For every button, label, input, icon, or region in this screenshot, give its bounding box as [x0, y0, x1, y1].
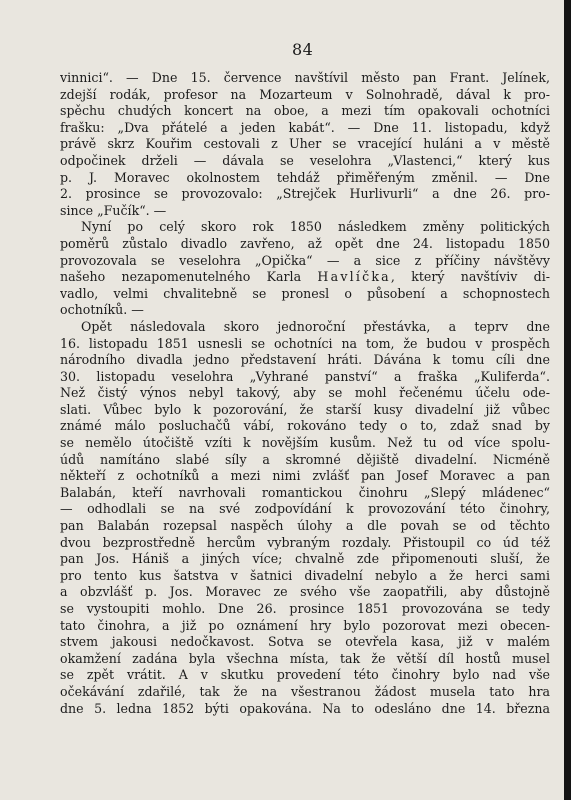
text-line: spěchu chudých koncert na oboe, a mezi tím opakovali ochotníci — [60, 103, 550, 119]
text-line: odpočinek drželi — dávala se veselohra „Vlastenci,“ který kus — [60, 152, 550, 168]
page-number: 84 — [292, 40, 314, 59]
text-line: a obzvlášť p. Jos. Moravec ze svého vše zaopatřili, aby důstojně — [60, 584, 550, 600]
text-line: pan Jos. Hániš a jiných více; chvalně zde připomenouti sluší, že — [60, 551, 550, 567]
text-line-part: našeho nezapomenutelného Karla — [60, 269, 318, 285]
text-line: frašku: „Dva přátelé a jeden kabát“. — Dne 11. listopadu, když — [60, 119, 550, 135]
text-line: Než čistý výnos nebyl takový, aby se mohl řečenému účelu ode- — [60, 385, 550, 401]
text-line: se vystoupiti mohlo. Dne 26. prosince 1851 provozována se tedy — [60, 601, 550, 616]
text-line: — odhodlali se na své zodpovídání k provozování této činohry, — [60, 501, 550, 517]
text-line: pan Balabán rozepsal naspěch úlohy a dle povah se od těchto — [60, 518, 550, 534]
text-line: 2. prosince se provozovalo: „Strejček Hurlivurli“ a dne 26. pro- — [60, 186, 550, 202]
text-line: poměrů zůstalo divadlo zavřeno, až opět dne 24. listopadu 1850 — [60, 235, 550, 251]
text-line: údů namítáno slabé síly a skromné dějiště divadelní. Nicméně — [60, 451, 550, 467]
text-line: dvou bezprostředně hercům vybraným rozdaly. Přistoupil co úd též — [60, 534, 550, 550]
text-line: vadlo, velmi chvalitebně se pronesl o působení a schopnostech — [60, 285, 550, 301]
text-line: zdejší rodák, profesor na Mozarteum v Solnohradě, dával k pro- — [60, 86, 550, 102]
text-line: p. J. Moravec okolnostem tehdáž přiměřeným změnil. — Dne — [60, 169, 550, 185]
text-line: since „Fučík“. — — [60, 202, 167, 218]
text-line: okamžení zadána byla všechna místa, tak že větší díl hostů musel — [60, 650, 550, 666]
scan-border — [564, 0, 571, 800]
text-line: ochotníků. — — [60, 302, 144, 318]
text-line: Nyní po celý skoro rok 1850 následkem změny politických — [81, 219, 550, 235]
text-line: právě skrz Kouřim cestovali z Uher se vracející huláni a v městě — [60, 136, 550, 152]
spaced-name: Havlíčka — [317, 269, 391, 285]
text-line: vinnici“. — Dne 15. července navštívil město pan Frant. Jelínek, — [60, 70, 550, 85]
text-line: 30. listopadu veselohra „Vyhrané panství“ a fraška „Kuliferda“. — [60, 368, 550, 384]
text-line: národního divadla jedno představení hráti. Dávána k tomu cíli dne — [60, 352, 550, 368]
text-line: slati. Vůbec bylo k pozorování, že starší kusy divadelní již vůbec — [60, 401, 550, 417]
text-line: někteří z ochotníků a mezi nimi zvlášť pan Josef Moravec a pan — [60, 468, 550, 484]
text-line: dne 5. ledna 1852 býti opakována. Na to odesláno dne 14. března — [60, 700, 550, 716]
text-line: pro tento kus šatstva v šatnici divadelní nebylo a že herci sami — [60, 567, 550, 583]
text-line: Opět následovala skoro jednoroční přestávka, a teprv dne — [81, 318, 550, 334]
text-line: Balabán, kteří navrhovali romantickou činohru „Slepý mládenec“ — [60, 484, 550, 500]
text-line: se zpět vrátit. A v skutku provedení této činohry bylo nad vše — [60, 667, 550, 683]
text-line: se nemělo útočiště vzíti k novějším kusům. Než tu od více spolu- — [60, 435, 550, 451]
text-line: očekávání zdařilé, tak že na všestranou žádost musela tato hra — [60, 683, 550, 699]
body-text — [60, 70, 550, 717]
text-line: provozovala se veselohra „Opička“ — a sice z příčiny návštěvy — [60, 252, 550, 268]
text-line: 16. listopadu 1851 usnesli se ochotníci na tom, že budou v prospěch — [60, 335, 550, 351]
text-line: stvem jakousi nedočkavost. Sotva se otevřela kasa, již v malém — [60, 634, 550, 650]
text-line: tato činohra, a již po oznámení hry bylo pozorovat mezi obecen- — [60, 617, 550, 633]
text-line-part: , který navštíviv di- — [390, 269, 550, 285]
text-line — [60, 269, 550, 286]
text-line: známé málo posluchačů vábí, rokováno tedy o to, zdaž snad by — [60, 418, 550, 434]
